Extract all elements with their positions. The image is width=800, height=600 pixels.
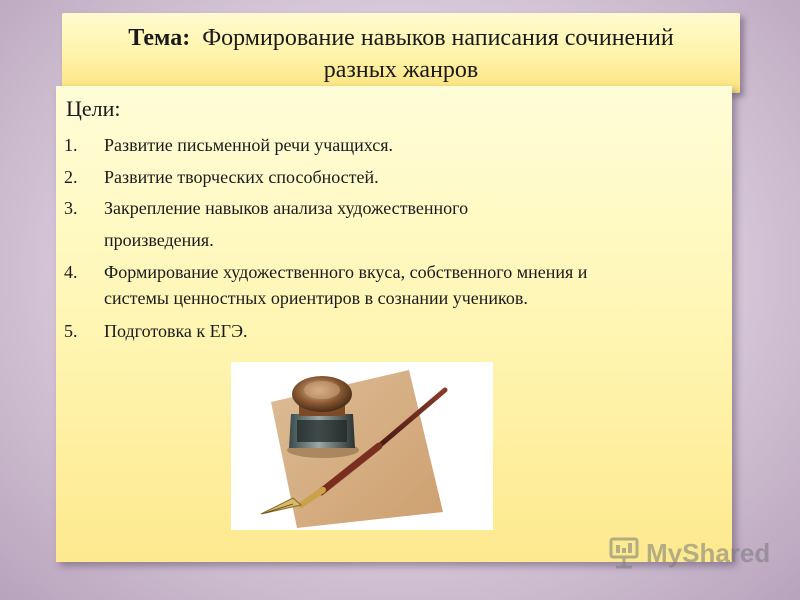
goal-text: Развитие письменной речи учащихся. (104, 135, 393, 155)
slide-title-box (62, 13, 740, 93)
goal-text-line-1: Формирование художественного вкуса, собственного мнения и (104, 262, 588, 282)
goal-text: Развитие творческих способностей. (104, 167, 379, 187)
slide-title-label: Тема: (128, 25, 191, 51)
goal-number: 3. (64, 198, 78, 218)
goal-number: 1. (64, 135, 78, 155)
goal-number: 5. (64, 321, 78, 341)
inkwell-and-quill-pen-icon (231, 362, 493, 530)
goal-text-line-2: системы ценностных ориентиров в сознании учеников. (104, 288, 528, 308)
inkwell-quill-illustration (231, 362, 493, 530)
goal-text-line-1: Закрепление навыков анализа художественного (104, 198, 469, 218)
presentation-screen-icon (608, 536, 642, 570)
myshared-watermark (608, 536, 771, 572)
slide-title-line-1 (62, 25, 740, 52)
slide-title-line-2: разных жанров (323, 57, 479, 83)
goals-heading: Цели: (66, 96, 121, 121)
goal-text: Подготовка к ЕГЭ. (104, 321, 248, 341)
goal-text-line-2: произведения. (104, 230, 214, 250)
goal-number: 2. (64, 167, 78, 187)
watermark-text: MyShared (646, 538, 771, 568)
goal-number: 4. (64, 262, 78, 282)
slide-title-text: Формирование навыков написания сочинений (202, 25, 674, 51)
